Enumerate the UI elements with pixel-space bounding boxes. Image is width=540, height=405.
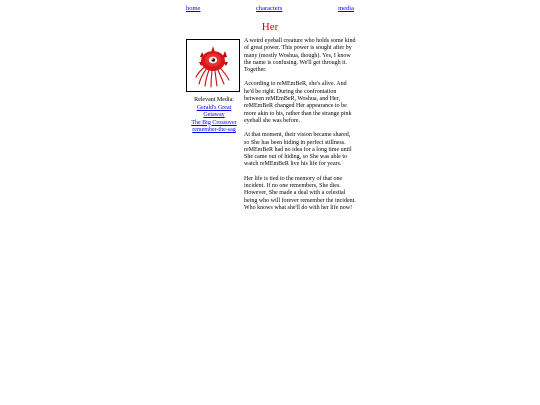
nav-link-home[interactable]: home (186, 5, 201, 12)
media-link-the-big-crossover[interactable]: The Big Crossover (191, 119, 237, 126)
bio-paragraph: At that moment, their vision became shared, so She has been hiding in perfect stillness. reMEmBeR had no idea for a long time until She came out of hiding, so She was able to watch reMEmBeR live his life for years. (244, 132, 352, 168)
relevant-media-label: Relevant Media: (194, 97, 234, 103)
top-nav (186, 5, 354, 17)
bio-paragraph: According to reMEmBeR, she's alive. And he'd be right. During the confrontation between reMEmBeR, Woshua, and Her, reMEmBeR changed Her appearance to be more akin to his, rather than the strange pink eyeball she was before. (244, 81, 352, 124)
character-portrait (186, 39, 240, 92)
nav-link-characters[interactable]: characters (256, 5, 283, 12)
bio-paragraph: A weird eyeball creature who holds some kind of great power. This power is sought after by many (mostly Woshua, though). Yes, I know the name is confusing. We'll get through it. Together. (244, 38, 356, 74)
media-link-remember-the-sag[interactable]: remember-the-sag (192, 127, 236, 133)
character-bio (244, 38, 356, 219)
bio-paragraph: Her life is tied to the memory of that one incident. If no one remembers, She dies. However, She made a deal with a celestial being who will forever remember the incident. Who knows what she'll do with her life now! (244, 175, 356, 211)
nav-link-media[interactable]: media (338, 5, 354, 12)
red-eyeball-creature-icon (187, 40, 239, 91)
media-link-geralds-great-getaway[interactable]: Gerald's Great Getaway (196, 104, 232, 118)
page-title: Her (261, 21, 279, 33)
relevant-media (186, 97, 242, 135)
